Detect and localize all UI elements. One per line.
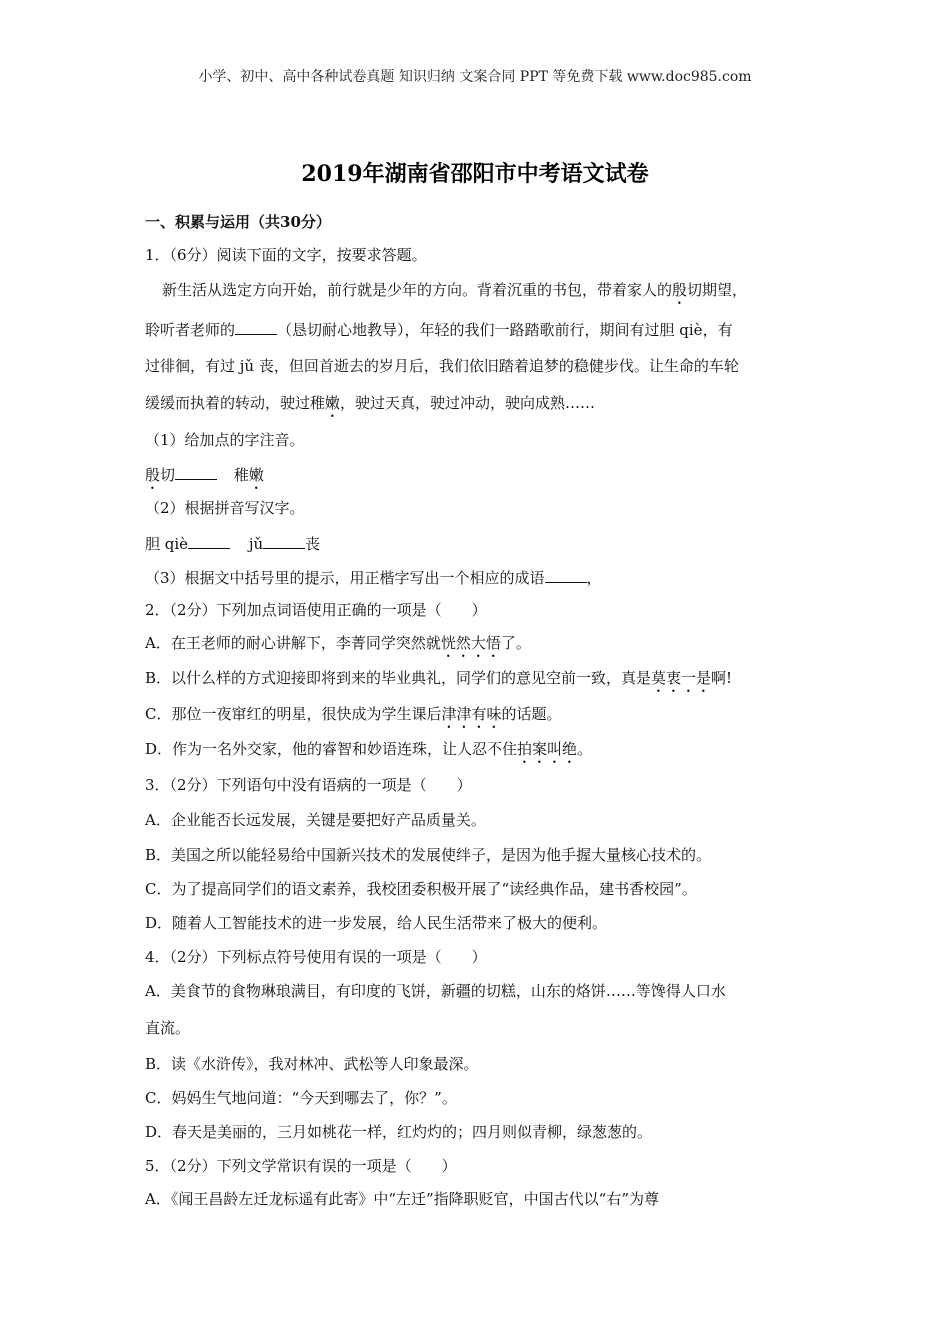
dotted-phrase: 恍然大悟: [440, 634, 501, 652]
text-span: 稚: [233, 466, 249, 484]
q1-sub2-answers: [145, 532, 825, 554]
page-title: 2019年湖南省邵阳市中考语文试卷: [301, 161, 649, 187]
text-span: 切: [160, 466, 176, 484]
dotted-char: 殷: [672, 281, 688, 299]
dotted-phrase: 莫衷一是: [651, 669, 712, 687]
q1-passage-line-4: [145, 393, 825, 421]
dotted-char: 嫩: [325, 394, 341, 412]
q3-option-d: D．随着人工智能技术的进一步发展，给人民生活带来了极大的便利。: [145, 914, 608, 932]
text-span: jǔ: [248, 535, 264, 553]
q3-stem: 3．（2分）下列语句中没有语病的一项是（ ）: [145, 776, 472, 794]
text-span: 聆听者老师的: [145, 321, 236, 339]
text-span: ，驶过天真，驶过冲动，驶向成熟……: [340, 394, 596, 412]
text-span: 缓缓而执着的转动，驶过稚: [145, 394, 326, 412]
dotted-phrase: 津津有味: [441, 705, 502, 723]
q2-option-c: [145, 704, 825, 732]
text-span: ，: [586, 569, 602, 587]
q1-passage-line-1: [162, 280, 842, 308]
q4-option-a-line-2: 直流。: [145, 1019, 191, 1037]
q1-sub3: [145, 566, 825, 588]
text-span: 啊!: [711, 669, 733, 687]
section-heading: 一、积累与运用（共30分）: [145, 213, 331, 231]
page-header: 小学、初中、高中各种试卷真题 知识归纳 文案合同 PPT 等免费下载 www.doc985.com: [198, 69, 752, 85]
dotted-char: 殷: [145, 466, 161, 484]
answer-blank[interactable]: [235, 318, 277, 335]
q2-option-d: [145, 739, 825, 767]
q4-option-c: C．妈妈生气地问道：“今天到哪去了，你？”。: [145, 1089, 457, 1107]
q4-option-d: D．春天是美丽的，三月如桃花一样，红灼灼的；四月则似青柳，绿葱葱的。: [145, 1123, 653, 1141]
answer-blank[interactable]: [263, 532, 305, 549]
text-span: 。: [577, 740, 593, 758]
q5-stem: 5．（2分）下列文学常识有误的一项是（ ）: [145, 1157, 457, 1175]
q4-option-a-line-1: A．美食节的食物琳琅满目，有印度的飞饼，新疆的切糕，山东的烙饼……等馋得人口水: [145, 982, 726, 1000]
q1-sub1-answers: [145, 463, 825, 493]
text-span: 切期望，: [687, 281, 748, 299]
q1-sub1: （1）给加点的字注音。: [145, 431, 305, 449]
text-span: 的话题。: [501, 705, 562, 723]
q1-passage-line-2: [145, 318, 825, 340]
text-span: （3）根据文中括号里的提示，用正楷字写出一个相应的成语: [145, 569, 545, 587]
q4-option-b: B．读《水浒传》，我对林冲、武松等人印象最深。: [145, 1055, 479, 1073]
q4-stem: 4．（2分）下列标点符号使用有误的一项是（ ）: [145, 948, 487, 966]
q3-option-a: A．企业能否长远发展，关键是要把好产品质量关。: [145, 811, 486, 829]
text-span: 新生活从选定方向开始，前行就是少年的方向。背着沉重的书包，带着家人的: [162, 281, 673, 299]
dotted-phrase: 拍案叫绝: [517, 740, 578, 758]
dotted-char: 嫩: [248, 466, 264, 484]
answer-blank[interactable]: [188, 532, 230, 549]
q3-option-c: C．为了提高同学们的语文素养，我校团委积极开展了“读经典作品，建书香校园”。: [145, 880, 697, 898]
q2-option-b: [145, 668, 825, 696]
text-span: 了。: [500, 634, 531, 652]
text-span: （恳切耐心地教导），年轻的我们一路踏歌前行，期间有过胆 qiè，有: [277, 321, 733, 339]
answer-blank[interactable]: [545, 566, 587, 583]
text-span: 丧: [305, 535, 321, 553]
text-span: B．以什么样的方式迎接即将到来的毕业典礼，同学们的意见空前一致，真是: [145, 669, 652, 687]
q5-option-a: A．《闻王昌龄左迁龙标遥有此寄》中“左迁”指降职贬官，中国古代以“右”为尊: [145, 1190, 660, 1208]
q3-option-b: B．美国之所以能轻易给中国新兴技术的发展使绊子，是因为他手握大量核心技术的。: [145, 846, 712, 864]
text-span: 胆 qiè: [145, 535, 189, 553]
text-span: D．作为一名外交家，他的睿智和妙语连珠，让人忍不住: [145, 740, 518, 758]
q2-option-a: [145, 633, 825, 661]
q1-stem: 1．（6分）阅读下面的文字，按要求答题。: [145, 246, 427, 264]
q2-stem: 2．（2分）下列加点词语使用正确的一项是（ ）: [145, 601, 487, 619]
answer-blank[interactable]: [175, 463, 217, 480]
q1-sub2: （2）根据拼音写汉字。: [145, 499, 305, 517]
text-span: A．在王老师的耐心讲解下，李菁同学突然就: [145, 634, 441, 652]
text-span: C．那位一夜窜红的明星，很快成为学生课后: [145, 705, 442, 723]
q1-passage-line-3: 过徘徊，有过 jǔ 丧，但回首逝去的岁月后，我们依旧踏着追梦的稳健步伐。让生命的车轮: [145, 357, 739, 375]
